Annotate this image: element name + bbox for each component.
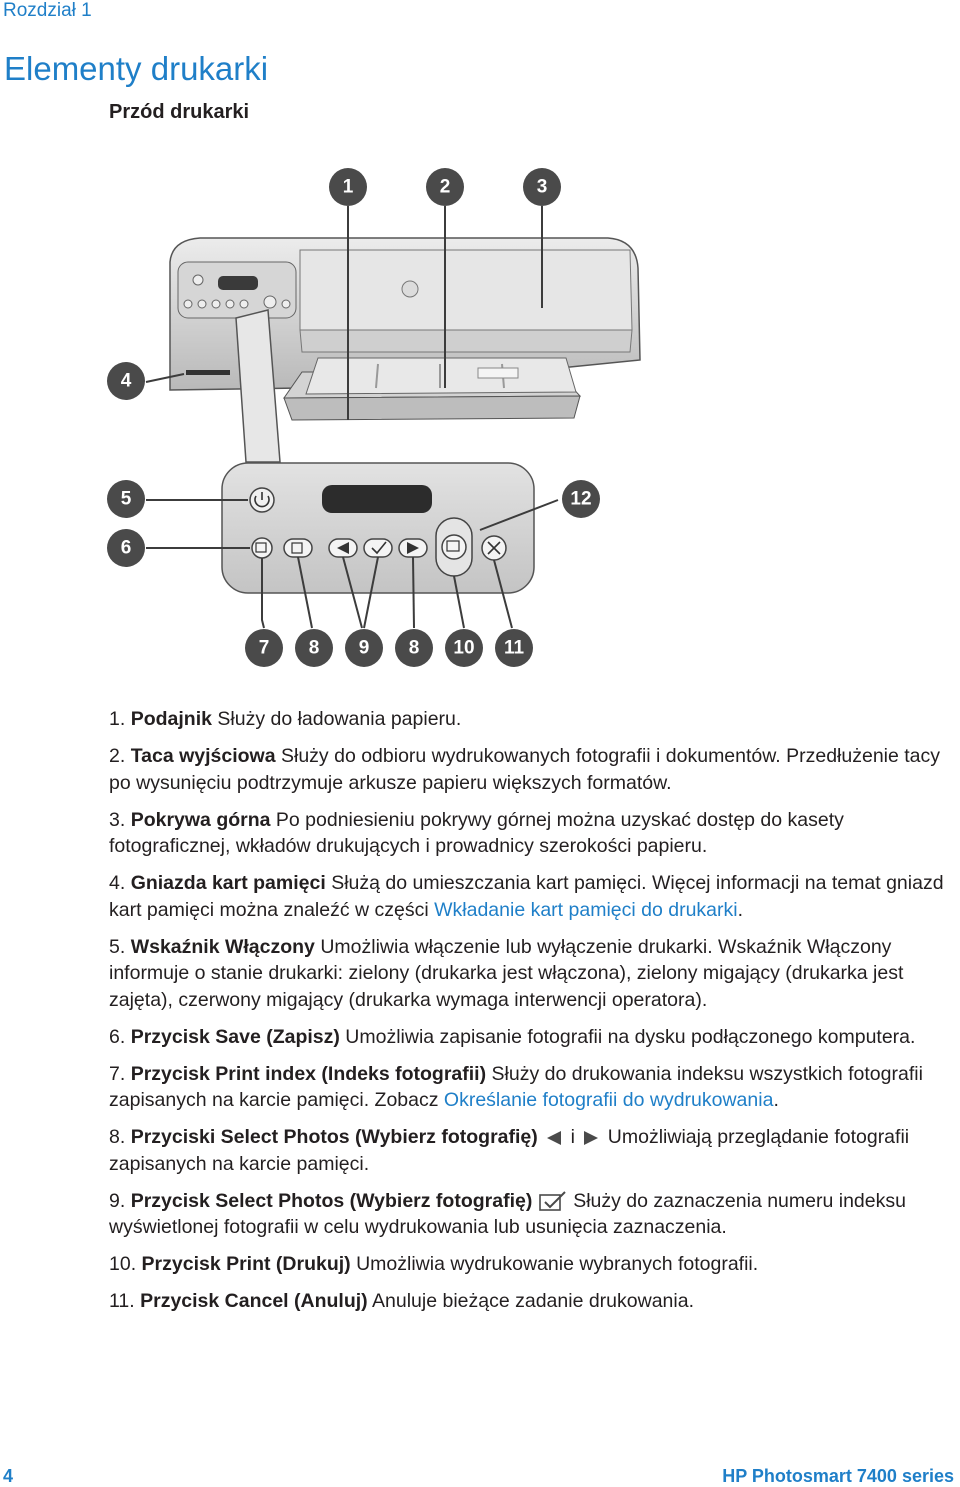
list-item: 7. Przycisk Print index (Indeks fotografii) Służy do drukowania indeksu wszystkich fotografii zapisanych na karcie pamięci. Zobacz Określanie fotografii do wydrukowania. (109, 1062, 923, 1111)
list-item: 3. Pokrywa górna Po podniesieniu pokrywy górnej można uzyskać dostęp do kasety fotograficznej, wkładów drukujących i prowadnicy szerokości papieru. (109, 808, 844, 857)
page-number: 4 (3, 1466, 14, 1486)
left-arrow-icon (543, 1129, 565, 1147)
callout-1 (329, 168, 367, 206)
svg-text:11: 11 (503, 637, 525, 659)
link-insert-memory-card[interactable]: Wkładanie kart pamięci do drukarki (434, 898, 738, 921)
svg-text:7: 7 (258, 637, 270, 659)
link-select-photos[interactable]: Określanie fotografii do wydrukowania (443, 1089, 774, 1111)
list-item: 6. Przycisk Save (Zapisz) Umożliwia zapisanie fotografii na dysku podłączonego komputera. (109, 1025, 916, 1048)
svg-text:3: 3 (536, 176, 548, 198)
checkbox-check-icon (538, 1190, 568, 1212)
callout-5 (107, 480, 145, 518)
callout-2 (426, 168, 464, 206)
callout-10 (445, 629, 483, 667)
list-item: 8. Przyciski Select Photos (Wybierz fotografię) i Umożliwiają przeglądanie fotografii zapisanych na karcie pamięci. (109, 1126, 910, 1175)
parts-list (109, 706, 959, 1325)
list-item: 9. Przycisk Select Photos (Wybierz fotografię) Służy do zaznaczenia numeru indeksu wyświetlonej fotografii w celu wydrukowania lub usunięcia zaznaczenia. (109, 1189, 906, 1238)
list-item: 5. Wskaźnik Włączony Umożliwia włączenie lub wyłączenie drukarki. Wskaźnik Włączony informuje o stanie drukarki: zielony (drukarka jest włączona), zielony migający (drukarka jest zajęta), czerwony migający (drukarka wymaga interwencji operatora). (109, 935, 904, 1011)
list-item: 4. Gniazda kart pamięci Służą do umieszczania kart pamięci. Więcej informacji na temat gniazd kart pamięci można znaleźć w części Wkładanie kart pamięci do drukarki. (109, 872, 944, 921)
list-item: 11. Przycisk Cancel (Anuluj) Anuluje bieżące zadanie drukowania. (109, 1290, 694, 1312)
list-item: 2. Taca wyjściowa Służy do odbioru wydrukowanych fotografii i dokumentów. Przedłużenie tacy po wysunięciu podtrzymuje arkusze papieru większych formatów. (109, 745, 941, 794)
callout-7 (245, 629, 283, 667)
svg-text:8: 8 (408, 637, 420, 659)
section-subtitle: Przód drukarki (109, 101, 250, 123)
callout-4 (107, 362, 145, 400)
list-item: 1. Podajnik Służy do ładowania papieru. (109, 708, 462, 730)
callout-8a (295, 629, 333, 667)
product-name: HP Photosmart 7400 series (722, 1466, 954, 1486)
callout-8b (395, 629, 433, 667)
svg-text:4: 4 (120, 370, 132, 392)
callout-9 (345, 629, 383, 667)
svg-text:1: 1 (342, 176, 354, 198)
page-title: Elementy drukarki (4, 50, 269, 87)
printer-illustration (0, 150, 960, 690)
svg-text:10: 10 (453, 637, 475, 659)
callout-6 (107, 529, 145, 567)
callout-12 (562, 480, 600, 518)
svg-text:2: 2 (439, 176, 451, 198)
right-arrow-icon (580, 1129, 602, 1147)
svg-text:6: 6 (120, 537, 132, 559)
svg-text:5: 5 (120, 488, 132, 510)
list-item: 10. Przycisk Print (Drukuj) Umożliwia wydrukowanie wybranych fotografii. (109, 1253, 759, 1275)
callout-11 (495, 629, 533, 667)
chapter-header: Rozdział 1 (3, 0, 92, 21)
callout-3 (523, 168, 561, 206)
svg-text:8: 8 (308, 637, 320, 659)
svg-text:12: 12 (570, 488, 592, 510)
svg-text:9: 9 (358, 637, 370, 659)
